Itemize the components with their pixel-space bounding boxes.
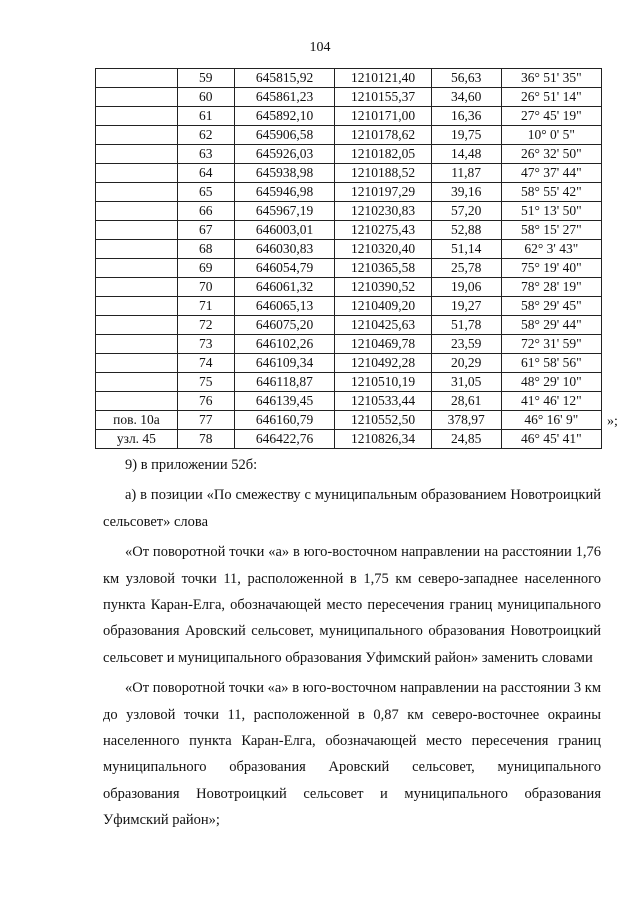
distance-cell: 20,29 <box>431 354 501 373</box>
y-coordinate-cell: 1210826,34 <box>335 430 431 449</box>
x-coordinate-cell: 646061,32 <box>234 278 335 297</box>
x-coordinate-cell: 646118,87 <box>234 373 335 392</box>
point-label-cell <box>96 126 178 145</box>
point-number-cell: 70 <box>177 278 234 297</box>
point-label-cell <box>96 107 178 126</box>
distance-cell: 19,06 <box>431 278 501 297</box>
point-number-cell: 60 <box>177 88 234 107</box>
table-row <box>96 373 602 392</box>
distance-cell: 24,85 <box>431 430 501 449</box>
table-end-mark: »; <box>607 414 618 429</box>
point-label-cell <box>96 297 178 316</box>
y-coordinate-cell: 1210510,19 <box>335 373 431 392</box>
point-label-cell: пов. 10а <box>96 411 178 430</box>
direction-angle-cell: 78° 28' 19" <box>501 278 601 297</box>
point-label-cell <box>96 221 178 240</box>
distance-cell: 23,59 <box>431 335 501 354</box>
y-coordinate-cell: 1210155,37 <box>335 88 431 107</box>
distance-cell: 16,36 <box>431 107 501 126</box>
y-coordinate-cell: 1210188,52 <box>335 164 431 183</box>
point-number-cell: 65 <box>177 183 234 202</box>
paragraph-new-text: «От поворотной точки «а» в юго-восточном направлении на расстоянии 3 км до узловой точки 11, расположенной в 0,87 км северо-восточнее окраины населенного пункта Каран-Елга, обозначающей место пересечения границ муниципального образования Аровский сельсовет, муниципального образования Новотроицкий сельсовет и муниципального образования Уфимский район»; <box>103 680 601 829</box>
y-coordinate-cell: 1210178,62 <box>335 126 431 145</box>
point-number-cell: 72 <box>177 316 234 335</box>
point-label-cell <box>96 202 178 221</box>
paragraph-old-text: «От поворотной точки «а» в юго-восточном направлении на расстоянии 1,76 км узловой точки 11, расположенной в 1,75 км северо-западнее населенного пункта Каран-Елга, обозначающей место пересечения границ муниципального образования Аровский сельсовет, муниципального образования Новотроицкий сельсовет и муниципального образования Уфимский район» заменить словами <box>103 544 601 666</box>
x-coordinate-cell: 645946,98 <box>234 183 335 202</box>
table-row <box>96 202 602 221</box>
y-coordinate-cell: 1210121,40 <box>335 69 431 88</box>
point-number-cell: 64 <box>177 164 234 183</box>
y-coordinate-cell: 1210492,28 <box>335 354 431 373</box>
point-number-cell: 61 <box>177 107 234 126</box>
direction-angle-cell: 41° 46' 12" <box>501 392 601 411</box>
distance-cell: 378,97 <box>431 411 501 430</box>
distance-cell: 31,05 <box>431 373 501 392</box>
table-row <box>96 69 602 88</box>
x-coordinate-cell: 646139,45 <box>234 392 335 411</box>
direction-angle-cell: 26° 32' 50" <box>501 145 601 164</box>
table-row <box>96 392 602 411</box>
y-coordinate-cell: 1210182,05 <box>335 145 431 164</box>
table-row <box>96 430 602 449</box>
table-row <box>96 411 602 430</box>
point-label-cell <box>96 354 178 373</box>
distance-cell: 51,78 <box>431 316 501 335</box>
x-coordinate-cell: 646422,76 <box>234 430 335 449</box>
x-coordinate-cell: 646160,79 <box>234 411 335 430</box>
distance-cell: 51,14 <box>431 240 501 259</box>
y-coordinate-cell: 1210552,50 <box>335 411 431 430</box>
paragraph-subitem-a: а) в позиции «По смежеству с муниципальным образованием Новотроицкий сельсовет» слова <box>103 487 601 530</box>
direction-angle-cell: 26° 51' 14" <box>501 88 601 107</box>
direction-angle-cell: 36° 51' 35" <box>501 69 601 88</box>
x-coordinate-cell: 645906,58 <box>234 126 335 145</box>
distance-cell: 56,63 <box>431 69 501 88</box>
y-coordinate-cell: 1210275,43 <box>335 221 431 240</box>
point-label-cell <box>96 278 178 297</box>
x-coordinate-cell: 645861,23 <box>234 88 335 107</box>
point-label-cell: узл. 45 <box>96 430 178 449</box>
point-number-cell: 75 <box>177 373 234 392</box>
y-coordinate-cell: 1210171,00 <box>335 107 431 126</box>
x-coordinate-cell: 646054,79 <box>234 259 335 278</box>
x-coordinate-cell: 646003,01 <box>234 221 335 240</box>
x-coordinate-cell: 645926,03 <box>234 145 335 164</box>
x-coordinate-cell: 646030,83 <box>234 240 335 259</box>
direction-angle-cell: 75° 19' 40" <box>501 259 601 278</box>
direction-angle-cell: 27° 45' 19" <box>501 107 601 126</box>
distance-cell: 34,60 <box>431 88 501 107</box>
distance-cell: 28,61 <box>431 392 501 411</box>
table-row <box>96 183 602 202</box>
point-label-cell <box>96 164 178 183</box>
distance-cell: 14,48 <box>431 145 501 164</box>
point-label-cell <box>96 183 178 202</box>
paragraph-item-9: 9) в приложении 52б: <box>125 457 258 473</box>
point-number-cell: 59 <box>177 69 234 88</box>
table-row <box>96 316 602 335</box>
distance-cell: 52,88 <box>431 221 501 240</box>
direction-angle-cell: 58° 29' 45" <box>501 297 601 316</box>
page-number: 104 <box>309 40 331 55</box>
point-number-cell: 76 <box>177 392 234 411</box>
direction-angle-cell: 58° 55' 42" <box>501 183 601 202</box>
point-number-cell: 67 <box>177 221 234 240</box>
y-coordinate-cell: 1210197,29 <box>335 183 431 202</box>
point-number-cell: 78 <box>177 430 234 449</box>
x-coordinate-cell: 645892,10 <box>234 107 335 126</box>
point-number-cell: 77 <box>177 411 234 430</box>
y-coordinate-cell: 1210409,20 <box>335 297 431 316</box>
coordinates-table <box>95 68 602 449</box>
x-coordinate-cell: 646075,20 <box>234 316 335 335</box>
table-row <box>96 221 602 240</box>
point-number-cell: 69 <box>177 259 234 278</box>
direction-angle-cell: 48° 29' 10" <box>501 373 601 392</box>
point-number-cell: 62 <box>177 126 234 145</box>
point-number-cell: 71 <box>177 297 234 316</box>
y-coordinate-cell: 1210469,78 <box>335 335 431 354</box>
point-label-cell <box>96 373 178 392</box>
x-coordinate-cell: 645967,19 <box>234 202 335 221</box>
point-label-cell <box>96 145 178 164</box>
table-row <box>96 107 602 126</box>
table-row <box>96 278 602 297</box>
point-label-cell <box>96 316 178 335</box>
x-coordinate-cell: 646065,13 <box>234 297 335 316</box>
distance-cell: 57,20 <box>431 202 501 221</box>
distance-cell: 19,75 <box>431 126 501 145</box>
y-coordinate-cell: 1210365,58 <box>335 259 431 278</box>
direction-angle-cell: 61° 58' 56" <box>501 354 601 373</box>
y-coordinate-cell: 1210425,63 <box>335 316 431 335</box>
point-number-cell: 73 <box>177 335 234 354</box>
table-row <box>96 335 602 354</box>
table-row <box>96 126 602 145</box>
x-coordinate-cell: 645938,98 <box>234 164 335 183</box>
point-number-cell: 68 <box>177 240 234 259</box>
direction-angle-cell: 72° 31' 59" <box>501 335 601 354</box>
table-row <box>96 88 602 107</box>
direction-angle-cell: 62° 3' 43" <box>501 240 601 259</box>
direction-angle-cell: 46° 16' 9" <box>501 411 601 430</box>
point-label-cell <box>96 88 178 107</box>
y-coordinate-cell: 1210320,40 <box>335 240 431 259</box>
direction-angle-cell: 46° 45' 41" <box>501 430 601 449</box>
point-number-cell: 63 <box>177 145 234 164</box>
x-coordinate-cell: 645815,92 <box>234 69 335 88</box>
x-coordinate-cell: 646102,26 <box>234 335 335 354</box>
table-row <box>96 164 602 183</box>
point-label-cell <box>96 240 178 259</box>
direction-angle-cell: 51° 13' 50" <box>501 202 601 221</box>
table-row <box>96 354 602 373</box>
point-number-cell: 74 <box>177 354 234 373</box>
x-coordinate-cell: 646109,34 <box>234 354 335 373</box>
direction-angle-cell: 10° 0' 5" <box>501 126 601 145</box>
point-label-cell <box>96 69 178 88</box>
direction-angle-cell: 58° 29' 44" <box>501 316 601 335</box>
direction-angle-cell: 47° 37' 44" <box>501 164 601 183</box>
direction-angle-cell: 58° 15' 27" <box>501 221 601 240</box>
table-row <box>96 240 602 259</box>
y-coordinate-cell: 1210230,83 <box>335 202 431 221</box>
point-label-cell <box>96 259 178 278</box>
distance-cell: 11,87 <box>431 164 501 183</box>
point-number-cell: 66 <box>177 202 234 221</box>
body-text <box>103 452 601 834</box>
y-coordinate-cell: 1210390,52 <box>335 278 431 297</box>
table-row <box>96 297 602 316</box>
table-row <box>96 259 602 278</box>
distance-cell: 39,16 <box>431 183 501 202</box>
y-coordinate-cell: 1210533,44 <box>335 392 431 411</box>
table-row <box>96 145 602 164</box>
distance-cell: 19,27 <box>431 297 501 316</box>
point-label-cell <box>96 392 178 411</box>
point-label-cell <box>96 335 178 354</box>
distance-cell: 25,78 <box>431 259 501 278</box>
